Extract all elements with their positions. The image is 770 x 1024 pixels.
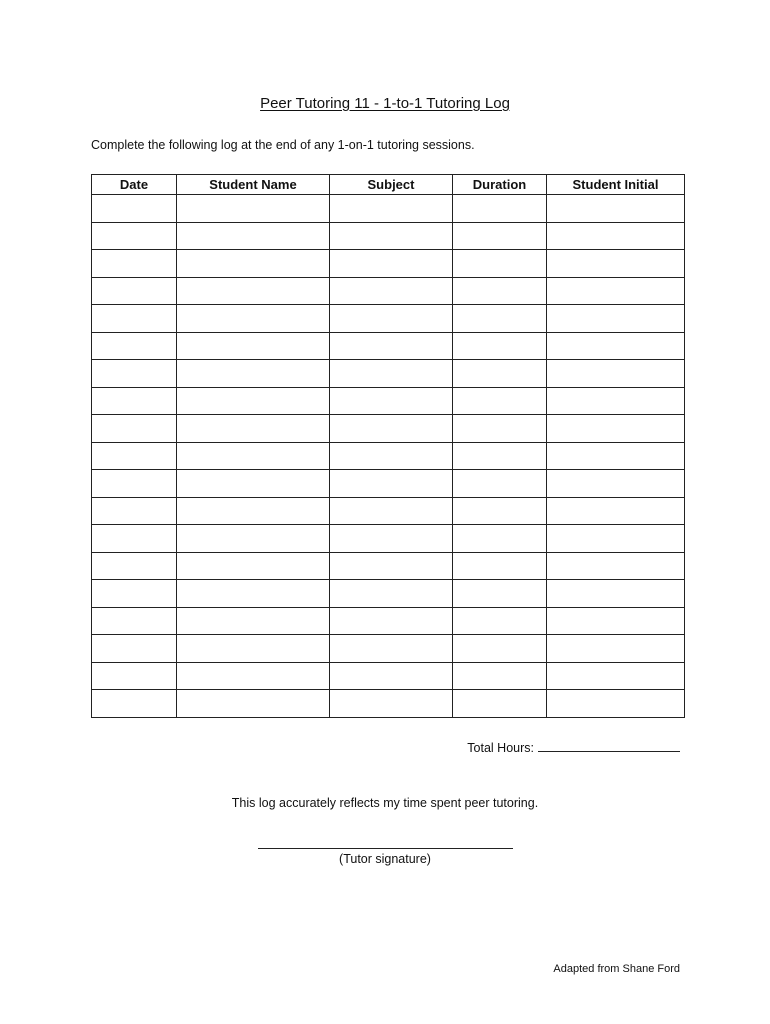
table-row [92,360,685,388]
subject-cell[interactable] [330,607,453,635]
signature-line[interactable] [258,848,513,849]
date-cell[interactable] [92,305,177,333]
student-name-cell[interactable] [177,635,330,663]
student-name-cell[interactable] [177,525,330,553]
student-name-cell[interactable] [177,360,330,388]
duration-cell[interactable] [453,442,547,470]
subject-cell[interactable] [330,222,453,250]
duration-cell[interactable] [453,360,547,388]
student-name-cell[interactable] [177,250,330,278]
duration-cell[interactable] [453,332,547,360]
date-cell[interactable] [92,360,177,388]
table-row [92,552,685,580]
date-cell[interactable] [92,607,177,635]
student-initial-cell[interactable] [547,250,685,278]
duration-cell[interactable] [453,415,547,443]
student-initial-cell[interactable] [547,305,685,333]
column-header-student-initial: Student Initial [547,175,685,195]
table-row [92,662,685,690]
table-row [92,525,685,553]
duration-cell[interactable] [453,470,547,498]
table-row [92,607,685,635]
table-row [92,690,685,718]
duration-cell[interactable] [453,690,547,718]
student-name-cell[interactable] [177,387,330,415]
subject-cell[interactable] [330,662,453,690]
date-cell[interactable] [92,387,177,415]
student-initial-cell[interactable] [547,580,685,608]
table-row [92,415,685,443]
date-cell[interactable] [92,195,177,223]
student-name-cell[interactable] [177,662,330,690]
student-initial-cell[interactable] [547,662,685,690]
subject-cell[interactable] [330,195,453,223]
subject-cell[interactable] [330,580,453,608]
subject-cell[interactable] [330,442,453,470]
duration-cell[interactable] [453,635,547,663]
duration-cell[interactable] [453,277,547,305]
subject-cell[interactable] [330,525,453,553]
student-initial-cell[interactable] [547,497,685,525]
duration-cell[interactable] [453,525,547,553]
subject-cell[interactable] [330,305,453,333]
date-cell[interactable] [92,690,177,718]
table-body [92,195,685,718]
subject-cell[interactable] [330,360,453,388]
table-row [92,332,685,360]
attribution-credit: Adapted from Shane Ford [553,963,680,975]
student-initial-cell[interactable] [547,552,685,580]
total-hours-field[interactable] [538,739,680,752]
tutoring-log-table [91,174,685,718]
student-initial-cell[interactable] [547,387,685,415]
page-title: Peer Tutoring 11 - 1-to-1 Tutoring Log [260,95,510,112]
table-row [92,277,685,305]
subject-cell[interactable] [330,497,453,525]
duration-cell[interactable] [453,305,547,333]
table-row [92,387,685,415]
date-cell[interactable] [92,415,177,443]
student-name-cell[interactable] [177,690,330,718]
student-name-cell[interactable] [177,470,330,498]
date-cell[interactable] [92,580,177,608]
subject-cell[interactable] [330,552,453,580]
subject-cell[interactable] [330,415,453,443]
subject-cell[interactable] [330,250,453,278]
date-cell[interactable] [92,470,177,498]
table-row [92,580,685,608]
duration-cell[interactable] [453,580,547,608]
duration-cell[interactable] [453,662,547,690]
student-name-cell[interactable] [177,222,330,250]
date-cell[interactable] [92,250,177,278]
date-cell[interactable] [92,497,177,525]
table-row [92,470,685,498]
date-cell[interactable] [92,222,177,250]
student-name-cell[interactable] [177,497,330,525]
subject-cell[interactable] [330,635,453,663]
column-header-student-name: Student Name [177,175,330,195]
duration-cell[interactable] [453,250,547,278]
student-initial-cell[interactable] [547,277,685,305]
student-name-cell[interactable] [177,305,330,333]
student-name-cell[interactable] [177,607,330,635]
student-name-cell[interactable] [177,277,330,305]
student-name-cell[interactable] [177,552,330,580]
date-cell[interactable] [92,442,177,470]
table-row [92,497,685,525]
date-cell[interactable] [92,552,177,580]
attestation-statement: This log accurately reflects my time spent peer tutoring. [231,796,539,810]
date-cell[interactable] [92,525,177,553]
student-initial-cell[interactable] [547,415,685,443]
duration-cell[interactable] [453,222,547,250]
student-initial-cell[interactable] [547,195,685,223]
subject-cell[interactable] [330,470,453,498]
table-row [92,195,685,223]
table-row [92,442,685,470]
student-name-cell[interactable] [177,580,330,608]
table-row [92,250,685,278]
table-row [92,635,685,663]
student-initial-cell[interactable] [547,525,685,553]
table-row [92,305,685,333]
student-initial-cell[interactable] [547,607,685,635]
table-header-row [92,175,685,195]
table-row [92,222,685,250]
student-name-cell[interactable] [177,195,330,223]
student-initial-cell[interactable] [547,635,685,663]
student-initial-cell[interactable] [547,332,685,360]
column-header-duration: Duration [453,175,547,195]
subject-cell[interactable] [330,387,453,415]
signature-label: (Tutor signature) [339,852,431,866]
subject-cell[interactable] [330,277,453,305]
date-cell[interactable] [92,662,177,690]
total-hours [467,739,680,755]
total-hours-label: Total Hours: [467,741,534,755]
duration-cell[interactable] [453,552,547,580]
student-initial-cell[interactable] [547,360,685,388]
column-header-subject: Subject [330,175,453,195]
student-initial-cell[interactable] [547,470,685,498]
duration-cell[interactable] [453,195,547,223]
student-name-cell[interactable] [177,442,330,470]
date-cell[interactable] [92,332,177,360]
student-initial-cell[interactable] [547,222,685,250]
duration-cell[interactable] [453,497,547,525]
duration-cell[interactable] [453,607,547,635]
date-cell[interactable] [92,635,177,663]
column-header-date: Date [92,175,177,195]
student-name-cell[interactable] [177,415,330,443]
subject-cell[interactable] [330,690,453,718]
student-name-cell[interactable] [177,332,330,360]
instructions-text: Complete the following log at the end of any 1-on-1 tutoring sessions. [91,138,475,152]
date-cell[interactable] [92,277,177,305]
student-initial-cell[interactable] [547,442,685,470]
subject-cell[interactable] [330,332,453,360]
duration-cell[interactable] [453,387,547,415]
student-initial-cell[interactable] [547,690,685,718]
